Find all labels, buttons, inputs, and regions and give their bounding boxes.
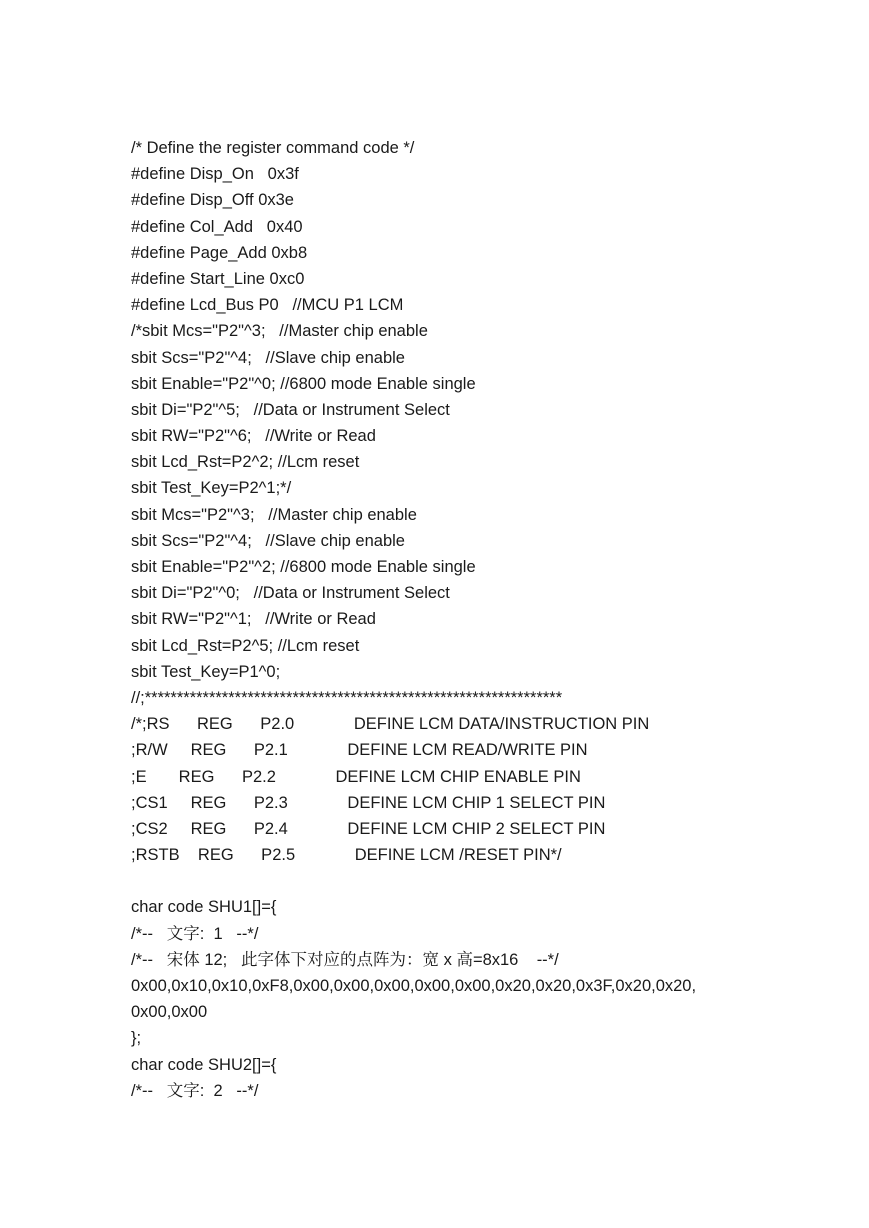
- code-line: #define Disp_On 0x3f: [131, 165, 299, 184]
- code-line: ;E REG P2.2 DEFINE LCM CHIP ENABLE PIN: [131, 767, 581, 786]
- code-line: /*-- 文字: 2 --*/: [131, 1081, 259, 1100]
- code-line: #define Start_Line 0xc0: [131, 269, 305, 288]
- code-line: #define Col_Add 0x40: [131, 217, 303, 236]
- code-line: sbit Enable="P2"^0; //6800 mode Enable single: [131, 374, 476, 393]
- code-line: sbit Mcs="P2"^3; //Master chip enable: [131, 505, 417, 524]
- code-line: #define Disp_Off 0x3e: [131, 191, 294, 210]
- code-line: sbit Di="P2"^0; //Data or Instrument Select: [131, 584, 450, 603]
- code-line: };: [131, 1029, 142, 1048]
- code-line: #define Page_Add 0xb8: [131, 243, 308, 262]
- code-line: sbit Scs="P2"^4; //Slave chip enable: [131, 348, 405, 367]
- code-line: ;R/W REG P2.1 DEFINE LCM READ/WRITE PIN: [131, 741, 588, 760]
- code-line: /*-- 宋体 12; 此字体下对应的点阵为：宽 x 高=8x16 --*/: [131, 950, 559, 969]
- code-line: /*-- 文字: 1 --*/: [131, 924, 259, 943]
- code-listing: [131, 135, 831, 1104]
- code-line: char code SHU1[]={: [131, 898, 277, 917]
- code-line: sbit RW="P2"^1; //Write or Read: [131, 610, 376, 629]
- blank-line: [131, 868, 831, 894]
- code-line: ;CS2 REG P2.4 DEFINE LCM CHIP 2 SELECT PIN: [131, 819, 606, 838]
- code-line: sbit Di="P2"^5; //Data or Instrument Select: [131, 400, 450, 419]
- code-line: sbit RW="P2"^6; //Write or Read: [131, 427, 376, 446]
- code-line: char code SHU2[]={: [131, 1055, 277, 1074]
- code-line: sbit Lcd_Rst=P2^5; //Lcm reset: [131, 636, 360, 655]
- code-line: //;*****************************************************************: [131, 688, 563, 707]
- code-line: /* Define the register command code */: [131, 139, 415, 157]
- code-line: sbit Test_Key=P2^1;*/: [131, 479, 292, 498]
- code-line: sbit Scs="P2"^4; //Slave chip enable: [131, 531, 405, 550]
- code-line: /*sbit Mcs="P2"^3; //Master chip enable: [131, 322, 428, 341]
- code-line: ;RSTB REG P2.5 DEFINE LCM /RESET PIN*/: [131, 846, 562, 865]
- code-line: #define Lcd_Bus P0 //MCU P1 LCM: [131, 296, 404, 315]
- code-line: sbit Enable="P2"^2; //6800 mode Enable single: [131, 558, 476, 576]
- code-line: /*;RS REG P2.0 DEFINE LCM DATA/INSTRUCTION PIN: [131, 715, 650, 734]
- code-line: sbit Lcd_Rst=P2^2; //Lcm reset: [131, 453, 360, 472]
- code-line: 0x00,0x00: [131, 1003, 208, 1022]
- code-line: sbit Test_Key=P1^0;: [131, 662, 281, 681]
- code-line: 0x00,0x10,0x10,0xF8,0x00,0x00,0x00,0x00,0x00,0x20,0x20,0x3F,0x20,0x20,: [131, 977, 697, 995]
- code-line: ;CS1 REG P2.3 DEFINE LCM CHIP 1 SELECT PIN: [131, 793, 606, 812]
